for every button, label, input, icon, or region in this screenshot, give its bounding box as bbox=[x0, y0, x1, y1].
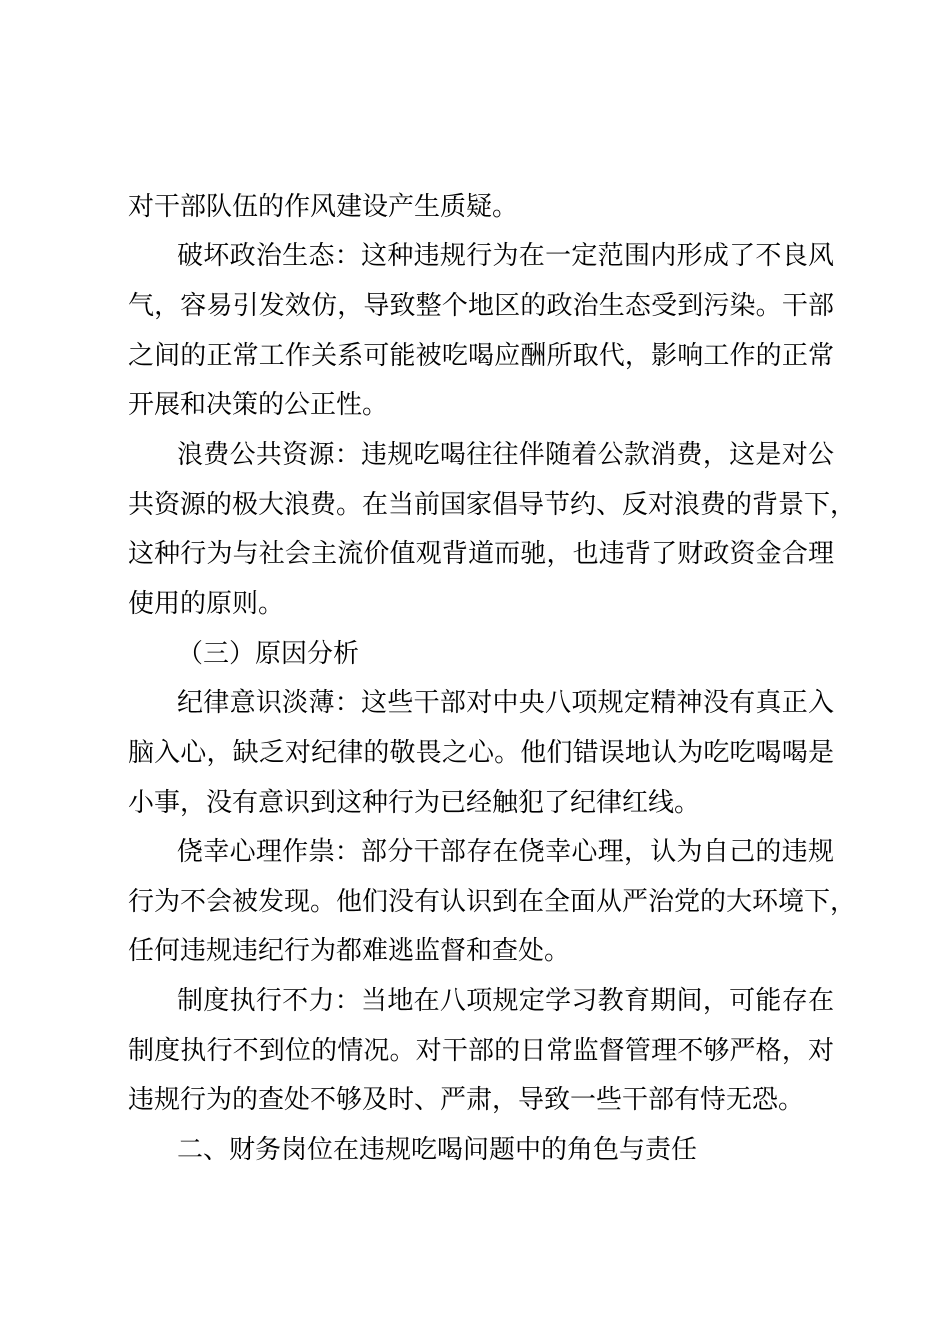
text-line: 制度执行不力：当地在八项规定学习教育期间，可能存在 bbox=[177, 986, 834, 1016]
text-line: 制度执行不到位的情况。对干部的日常监督管理不够严格，对 bbox=[128, 1036, 834, 1066]
text-line: 脑入心，缺乏对纪律的敬畏之心。他们错误地认为吃吃喝喝是 bbox=[128, 738, 834, 768]
text-line: 违规行为的查处不够及时、严肃，导致一些干部有恃无恐。 bbox=[128, 1085, 805, 1115]
text-line: 之间的正常工作关系可能被吃喝应酬所取代，影响工作的正常 bbox=[128, 341, 834, 371]
text-line: 侥幸心理作祟：部分干部存在侥幸心理，认为自己的违规 bbox=[177, 837, 834, 867]
text-line: 破坏政治生态：这种违规行为在一定范围内形成了不良风 bbox=[177, 241, 834, 271]
text-line: 行为不会被发现。他们没有认识到在全面从严治党的大环境下， bbox=[128, 887, 857, 917]
text-line: 共资源的极大浪费。在当前国家倡导节约、反对浪费的背景下， bbox=[128, 490, 857, 520]
chapter-heading: 二、财务岗位在违规吃喝问题中的角色与责任 bbox=[177, 1135, 698, 1165]
text-line: 使用的原则。 bbox=[128, 589, 285, 619]
section-heading: （三）原因分析 bbox=[177, 639, 360, 669]
text-line: 气，容易引发效仿，导致整个地区的政治生态受到污染。干部 bbox=[128, 291, 834, 321]
text-line: 开展和决策的公正性。 bbox=[128, 390, 389, 420]
text-line: 对干部队伍的作风建设产生质疑。 bbox=[128, 192, 519, 222]
text-line: 纪律意识淡薄：这些干部对中央八项规定精神没有真正入 bbox=[177, 688, 834, 718]
text-line: 浪费公共资源：违规吃喝往往伴随着公款消费，这是对公 bbox=[177, 440, 834, 470]
text-line: 小事，没有意识到这种行为已经触犯了纪律红线。 bbox=[128, 788, 701, 818]
text-line: 任何违规违纪行为都难逃监督和查处。 bbox=[128, 936, 571, 966]
text-line: 这种行为与社会主流价值观背道而驰，也违背了财政资金合理 bbox=[128, 539, 834, 569]
